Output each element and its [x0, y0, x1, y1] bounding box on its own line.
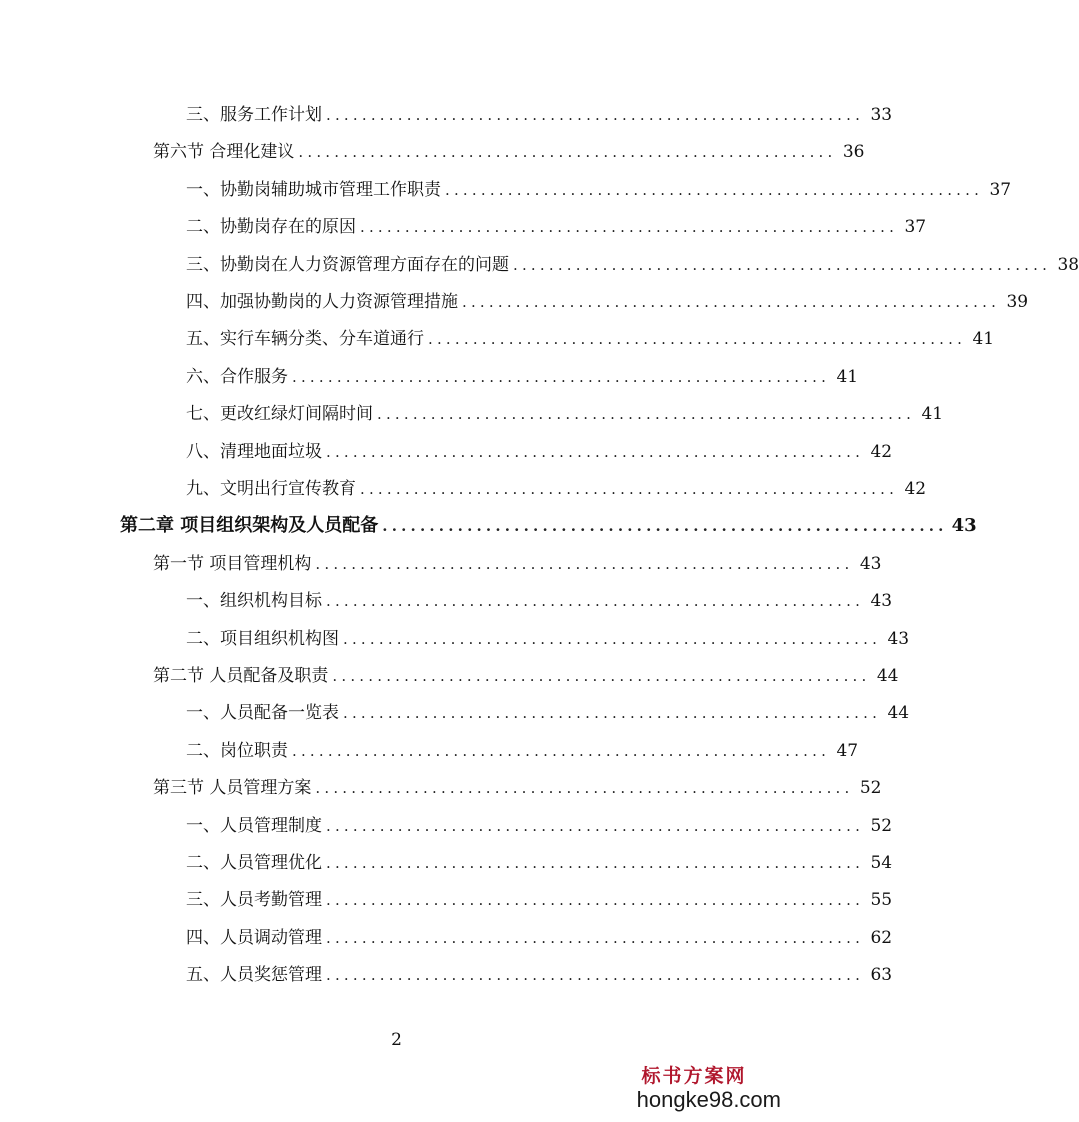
toc-entry-page: 44: [876, 666, 899, 686]
toc-entry-page: 43: [859, 553, 882, 574]
toc-entry-label: 三、人员考勤管理: [186, 890, 322, 911]
toc-dot-leader: ............................................................: [326, 442, 865, 461]
toc-entry-page: 54: [870, 853, 893, 873]
toc-dot-leader: ............................................................: [343, 629, 882, 648]
toc-entry-label: 九、文明出行宣传教育: [186, 479, 356, 499]
toc-entry-page: 42: [870, 441, 893, 462]
toc-dot-leader: ............................................................: [326, 592, 865, 611]
toc-dot-leader: ............................................................: [315, 779, 854, 798]
toc-entry-page: 41: [921, 404, 944, 425]
watermark-url: hongke98.com: [636, 1087, 781, 1112]
toc-entry-label: 二、岗位职责: [186, 740, 288, 761]
toc-item-entry: [186, 175, 1012, 205]
toc-dot-leader: ............................................................: [382, 517, 948, 536]
toc-dot-leader: ............................................................: [326, 854, 865, 872]
toc-entry-label: 第二章 项目组织架构及人员配备: [120, 515, 379, 537]
toc-section-entry: [153, 549, 882, 579]
toc-entry-page: 39: [1006, 292, 1029, 312]
toc-section-entry: [153, 661, 899, 691]
toc-entry-page: 43: [951, 515, 977, 537]
toc-entry-label: 第二节 人员配备及职责: [153, 666, 329, 686]
toc-item-entry: [186, 212, 927, 242]
toc-entry-label: 一、人员管理制度: [186, 815, 322, 836]
toc-entry-page: 42: [904, 479, 927, 499]
toc-entry-label: 一、人员配备一览表: [186, 703, 339, 724]
toc-section-entry: [153, 137, 865, 167]
toc-item-entry: [186, 923, 893, 953]
toc-entry-page: 37: [904, 217, 927, 238]
toc-item-entry: [186, 698, 910, 728]
toc-dot-leader: ............................................................: [326, 106, 865, 124]
toc-item-entry: [186, 586, 893, 616]
watermark-logo: [621, 1061, 781, 1112]
toc-item-entry: [186, 848, 893, 878]
toc-entry-page: 47: [836, 740, 859, 761]
toc-entry-label: 四、加强协勤岗的人力资源管理措施: [186, 292, 458, 312]
toc-dot-leader: ............................................................: [332, 667, 871, 685]
toc-dot-leader: ............................................................: [326, 928, 865, 947]
toc-entry-page: 36: [842, 142, 865, 163]
toc-item-entry: [186, 960, 893, 990]
toc-item-entry: [186, 287, 1029, 317]
toc-entry-label: 第三节 人员管理方案: [153, 778, 312, 799]
toc-item-entry: [186, 437, 893, 467]
toc-entry-page: 52: [870, 815, 893, 836]
toc-dot-leader: ............................................................: [292, 741, 831, 760]
toc-item-entry: [186, 100, 893, 130]
toc-chapter-entry: [120, 511, 977, 541]
toc-dot-leader: ............................................................: [377, 405, 916, 424]
toc-entry-page: 43: [887, 628, 910, 649]
watermark-text: 标书方案网: [641, 1065, 747, 1087]
toc-dot-leader: ............................................................: [326, 816, 865, 835]
toc-entry-label: 四、人员调动管理: [186, 927, 322, 948]
toc-dot-leader: ............................................................: [343, 704, 882, 723]
toc-dot-leader: ............................................................: [326, 891, 865, 910]
toc-entry-label: 二、人员管理优化: [186, 853, 322, 873]
toc-entry-page: 38: [1057, 254, 1079, 275]
toc-entry-label: 一、组织机构目标: [186, 591, 322, 612]
toc-entry-page: 44: [887, 703, 910, 724]
toc-entry-label: 三、协勤岗在人力资源管理方面存在的问题: [186, 254, 509, 275]
toc-entry-label: 二、协勤岗存在的原因: [186, 217, 356, 238]
toc-entry-page: 33: [870, 105, 893, 125]
toc-entry-page: 37: [989, 179, 1012, 200]
toc-entry-label: 七、更改红绿灯间隔时间: [186, 404, 373, 425]
toc-entry-label: 五、实行车辆分类、分车道通行: [186, 329, 424, 350]
toc-item-entry: [186, 399, 944, 429]
toc-dot-leader: ............................................................: [428, 330, 967, 349]
toc-dot-leader: ............................................................: [326, 966, 865, 985]
toc-entry-label: 第一节 项目管理机构: [153, 553, 312, 574]
toc-dot-leader: ............................................................: [513, 255, 1052, 274]
toc-item-entry: [186, 250, 1079, 280]
toc-entry-label: 第六节 合理化建议: [153, 142, 295, 163]
toc-entry-label: 五、人员奖惩管理: [186, 965, 322, 986]
toc-dot-leader: ............................................................: [298, 143, 837, 162]
toc-entry-page: 41: [836, 366, 859, 387]
toc-dot-leader: ............................................................: [360, 218, 899, 237]
toc-item-entry: [186, 885, 893, 915]
toc-entry-label: 二、项目组织机构图: [186, 628, 339, 649]
toc-entry-page: 62: [870, 927, 893, 948]
toc-dot-leader: ............................................................: [462, 293, 1001, 311]
toc-item-entry: [186, 736, 859, 766]
toc-dot-leader: ............................................................: [292, 367, 831, 386]
toc-dot-leader: ............................................................: [445, 180, 984, 199]
toc-entry-page: 41: [972, 329, 995, 350]
toc-item-entry: [186, 624, 910, 654]
toc-entry-label: 六、合作服务: [186, 366, 288, 387]
toc-entry-label: 三、服务工作计划: [186, 105, 322, 125]
toc-entry-label: 一、协勤岗辅助城市管理工作职责: [186, 179, 441, 200]
page-number: 2: [391, 1030, 402, 1050]
toc-entry-page: 55: [870, 890, 893, 911]
toc-section-entry: [153, 773, 882, 803]
toc-dot-leader: ............................................................: [360, 480, 899, 498]
toc-item-entry: [186, 474, 927, 504]
toc-entry-page: 52: [859, 778, 882, 799]
toc-item-entry: [186, 324, 995, 354]
toc-entry-label: 八、清理地面垃圾: [186, 441, 322, 462]
toc-item-entry: [186, 811, 893, 841]
toc-dot-leader: ............................................................: [315, 554, 854, 573]
toc-entry-page: 63: [870, 965, 893, 986]
toc-entry-page: 43: [870, 591, 893, 612]
toc-item-entry: [186, 362, 859, 392]
